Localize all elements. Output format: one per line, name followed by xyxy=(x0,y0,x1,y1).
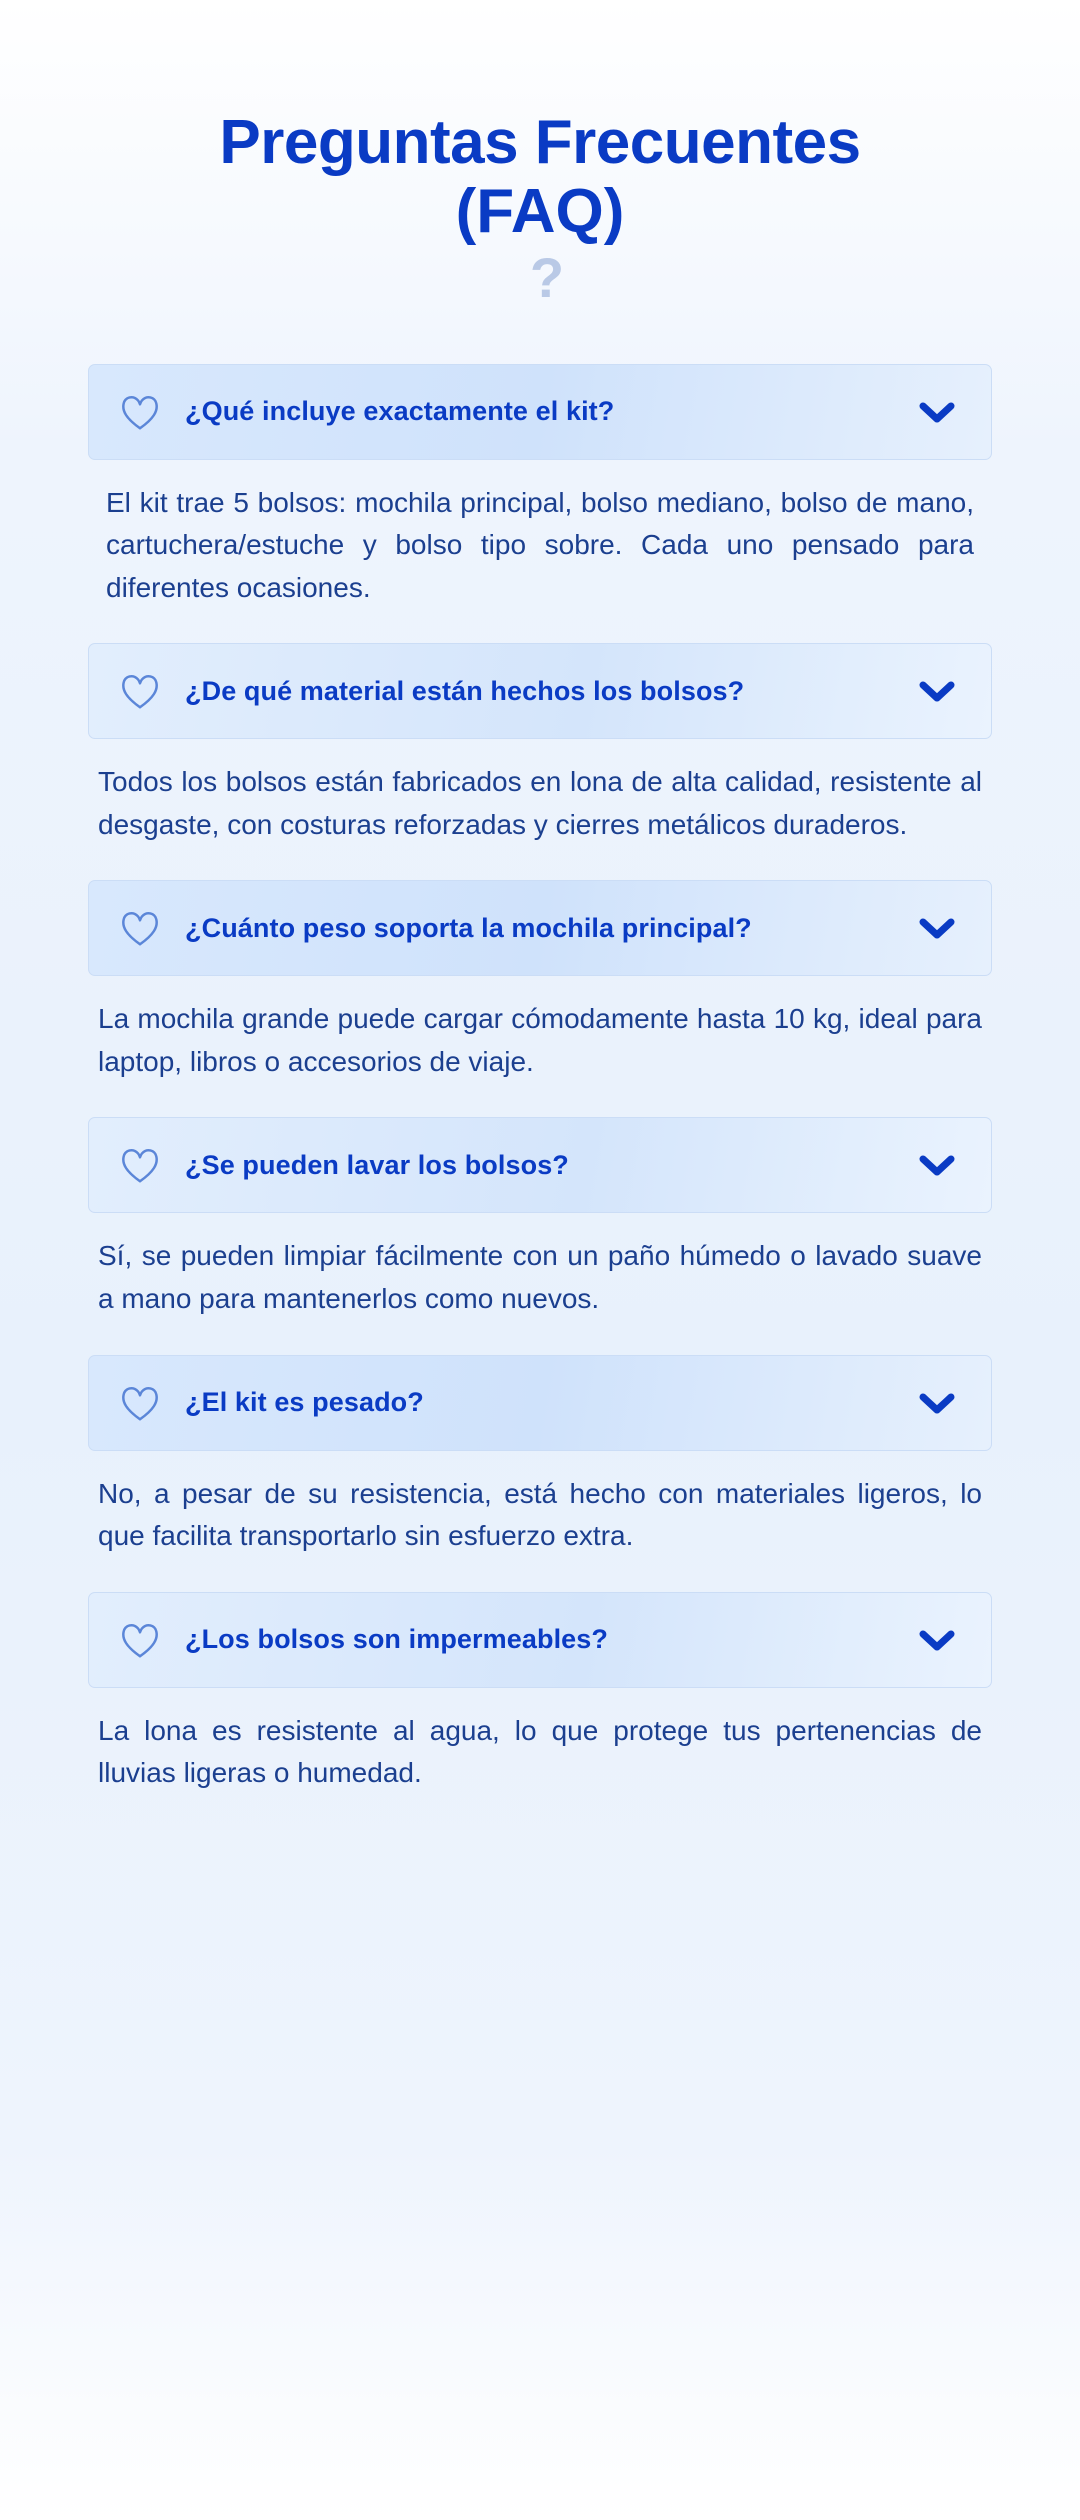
faq-question-row-3[interactable] xyxy=(88,1117,992,1213)
page-title-line-2: (FAQ) xyxy=(455,177,625,247)
faq-question-row-2[interactable] xyxy=(88,880,992,976)
faq-question-text: ¿Los bolsos son impermeables? xyxy=(185,1624,608,1655)
faq-answer-text: El kit trae 5 bolsos: mochila principal, bolso mediano, bolso de mano, cartuchera/estuche y bolso tipo sobre. Cada uno pensado para diferentes ocasiones. xyxy=(106,486,974,603)
faq-item xyxy=(88,364,992,636)
faq-item xyxy=(88,880,992,1109)
faq-answer-text: Sí, se pueden limpiar fácilmente con un paño húmedo o lavado suave a mano para mantenerlos como nuevos. xyxy=(98,1240,982,1314)
faq-question-row-0[interactable] xyxy=(88,364,992,460)
faq-question-text: ¿El kit es pesado? xyxy=(185,1387,424,1418)
heart-icon xyxy=(117,668,163,714)
faq-item xyxy=(88,1355,992,1584)
chevron-down-icon[interactable] xyxy=(917,399,957,425)
page-title xyxy=(88,0,992,310)
faq-item xyxy=(88,1592,992,1821)
chevron-down-icon[interactable] xyxy=(917,1627,957,1653)
faq-question-text: ¿Cuánto peso soporta la mochila principal? xyxy=(185,913,752,944)
faq-item xyxy=(88,643,992,872)
chevron-down-icon[interactable] xyxy=(917,678,957,704)
faq-question-text: ¿Qué incluye exactamente el kit? xyxy=(185,396,615,427)
heart-icon xyxy=(117,1380,163,1426)
chevron-down-icon[interactable] xyxy=(917,1152,957,1178)
heart-icon xyxy=(117,389,163,435)
question-mark-icon: ? xyxy=(529,245,565,309)
page-title-line-1: Preguntas Frecuentes xyxy=(219,108,861,177)
faq-answer-text: La mochila grande puede cargar cómodamente hasta 10 kg, ideal para laptop, libros o accesorios de viaje. xyxy=(98,1003,982,1077)
heart-icon xyxy=(117,1617,163,1663)
faq-question-row-5[interactable] xyxy=(88,1592,992,1688)
faq-question-text: ¿De qué material están hechos los bolsos? xyxy=(185,675,745,706)
heart-icon xyxy=(117,905,163,951)
faq-answer-text: No, a pesar de su resistencia, está hecho con materiales ligeros, lo que facilita transportarlo sin esfuerzo extra. xyxy=(98,1477,982,1552)
faq-question-text: ¿Se pueden lavar los bolsos? xyxy=(185,1150,569,1181)
chevron-down-icon[interactable] xyxy=(917,1390,957,1416)
heart-icon xyxy=(117,1142,163,1188)
faq-answer-text: Todos los bolsos están fabricados en lona de alta calidad, resistente al desgaste, con costuras reforzadas y cierres metálicos duraderos. xyxy=(98,766,982,840)
faq-question-row-4[interactable] xyxy=(88,1355,992,1451)
faq-item xyxy=(88,1117,992,1346)
faq-question-row-1[interactable] xyxy=(88,643,992,739)
faq-list xyxy=(88,364,992,1821)
chevron-down-icon[interactable] xyxy=(917,915,957,941)
faq-answer-text: La lona es resistente al agua, lo que protege tus pertenencias de lluvias ligeras o humedad. xyxy=(98,1714,982,1789)
